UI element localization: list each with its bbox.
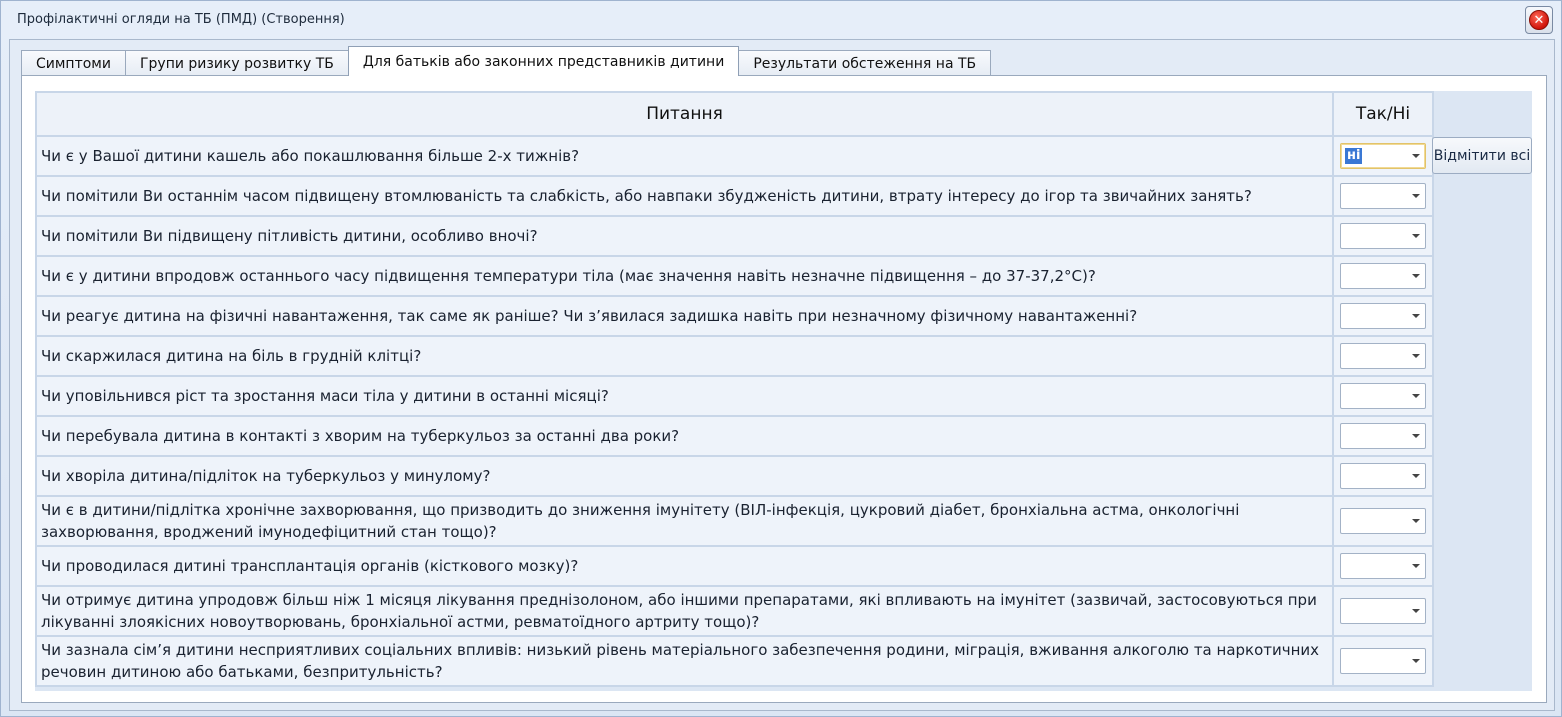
question-cell: Чи є у Вашої дитини кашель або покашлювання більше 2-х тижнів?	[36, 136, 1333, 176]
answer-select[interactable]	[1340, 648, 1426, 674]
answer-select[interactable]	[1340, 423, 1426, 449]
question-cell: Чи помітили Ви останнім часом підвищену втомлюваність та слабкість, або навпаки збудженість дитини, втрату інтересу до ігор та звичайних занять?	[36, 176, 1333, 216]
question-cell: Чи отримує дитина упродовж більш ніж 1 місяця лікування преднізолоном, або іншими препаратами, які впливають на імунітет (зазвичай, застосовуються при лікуванні злоякісних новоутворювань, бронхіальної астми, ревматоїдного артриту тощо)?	[36, 586, 1333, 636]
column-header-answer: Так/Ні	[1333, 92, 1433, 136]
chevron-down-icon	[1412, 609, 1420, 613]
answer-select-value: ні	[1347, 148, 1361, 163]
close-button[interactable]	[1525, 6, 1553, 34]
answer-cell	[1333, 296, 1433, 336]
questions-table	[35, 91, 1434, 687]
question-cell: Чи помітили Ви підвищену пітливість дитини, особливо вночі?	[36, 216, 1333, 256]
chevron-down-icon	[1412, 194, 1420, 198]
chevron-down-icon	[1412, 519, 1420, 523]
content-frame	[9, 39, 1555, 711]
table-row	[36, 336, 1433, 376]
table-row	[36, 456, 1433, 496]
chevron-down-icon	[1412, 474, 1420, 478]
tab-strip	[21, 48, 990, 76]
answer-select[interactable]	[1340, 598, 1426, 624]
table-row	[36, 376, 1433, 416]
answer-select[interactable]	[1340, 343, 1426, 369]
answer-cell	[1333, 256, 1433, 296]
mark-all-button[interactable]: Відмітити всі	[1432, 137, 1532, 174]
tab-risk-groups[interactable]: Групи ризику розвитку ТБ	[125, 50, 349, 76]
answer-cell	[1333, 546, 1433, 586]
answer-select[interactable]	[1340, 263, 1426, 289]
answer-select[interactable]	[1340, 508, 1426, 534]
answer-cell	[1333, 216, 1433, 256]
chevron-down-icon	[1412, 659, 1420, 663]
window-title: Профілактичні огляди на ТБ (ПМД) (Створення)	[17, 12, 345, 27]
answer-cell	[1333, 176, 1433, 216]
answer-select[interactable]	[1340, 223, 1426, 249]
table-row	[36, 546, 1433, 586]
chevron-down-icon	[1412, 234, 1420, 238]
answer-cell	[1333, 376, 1433, 416]
questions-grid	[35, 91, 1532, 691]
answer-cell	[1333, 496, 1433, 546]
question-cell: Чи зазнала сім’я дитини несприятливих соціальних впливів: низький рівень матеріального забезпечення родини, міграція, вживання алкоголю та наркотичних речовин дитиною або батьками, безпритульність?	[36, 636, 1333, 686]
tab-for-parents[interactable]: Для батьків або законних представників дитини	[348, 46, 739, 76]
table-row	[36, 296, 1433, 336]
chevron-down-icon	[1412, 564, 1420, 568]
chevron-down-icon	[1412, 314, 1420, 318]
table-row	[36, 136, 1433, 176]
table-row	[36, 636, 1433, 686]
answer-select[interactable]	[1340, 303, 1426, 329]
answer-cell	[1333, 416, 1433, 456]
question-cell: Чи є в дитини/підлітка хронічне захворювання, що призводить до зниження імунітету (ВІЛ-інфекція, цукровий діабет, бронхіальна астма, онкологічні захворювання, вроджений імунодефіцитний стан тощо)?	[36, 496, 1333, 546]
question-cell: Чи хворіла дитина/підліток на туберкульоз у минулому?	[36, 456, 1333, 496]
question-cell: Чи уповільнився ріст та зростання маси тіла у дитини в останні місяці?	[36, 376, 1333, 416]
tab-panel	[21, 75, 1547, 703]
tab-results[interactable]: Результати обстеження на ТБ	[738, 50, 991, 76]
question-cell: Чи проводилася дитині трансплантація органів (кісткового мозку)?	[36, 546, 1333, 586]
column-header-question: Питання	[36, 92, 1333, 136]
question-cell: Чи реагує дитина на фізичні навантаження, так саме як раніше? Чи з’явилася задишка навіть при незначному фізичному навантаженні?	[36, 296, 1333, 336]
table-row	[36, 416, 1433, 456]
answer-select[interactable]	[1340, 383, 1426, 409]
answer-select[interactable]	[1340, 183, 1426, 209]
title-bar	[1, 1, 1561, 39]
table-row	[36, 176, 1433, 216]
answer-cell	[1333, 456, 1433, 496]
answer-select[interactable]	[1340, 553, 1426, 579]
table-header-row	[36, 92, 1433, 136]
chevron-down-icon	[1412, 354, 1420, 358]
close-icon: ✕	[1529, 10, 1549, 30]
answer-cell	[1333, 586, 1433, 636]
chevron-down-icon	[1412, 394, 1420, 398]
tab-symptoms[interactable]: Симптоми	[21, 50, 126, 76]
answer-select[interactable]	[1340, 143, 1426, 169]
question-cell: Чи перебувала дитина в контакті з хворим на туберкульоз за останні два роки?	[36, 416, 1333, 456]
table-row	[36, 216, 1433, 256]
question-cell: Чи є у дитини впродовж останнього часу підвищення температури тіла (має значення навіть незначне підвищення – до 37-37,2°С)?	[36, 256, 1333, 296]
table-row	[36, 496, 1433, 546]
answer-cell	[1333, 636, 1433, 686]
chevron-down-icon	[1412, 154, 1420, 158]
table-row	[36, 256, 1433, 296]
chevron-down-icon	[1412, 274, 1420, 278]
table-row	[36, 586, 1433, 636]
answer-select[interactable]	[1340, 463, 1426, 489]
answer-cell	[1333, 336, 1433, 376]
chevron-down-icon	[1412, 434, 1420, 438]
answer-cell	[1333, 136, 1433, 176]
question-cell: Чи скаржилася дитина на біль в грудній клітці?	[36, 336, 1333, 376]
